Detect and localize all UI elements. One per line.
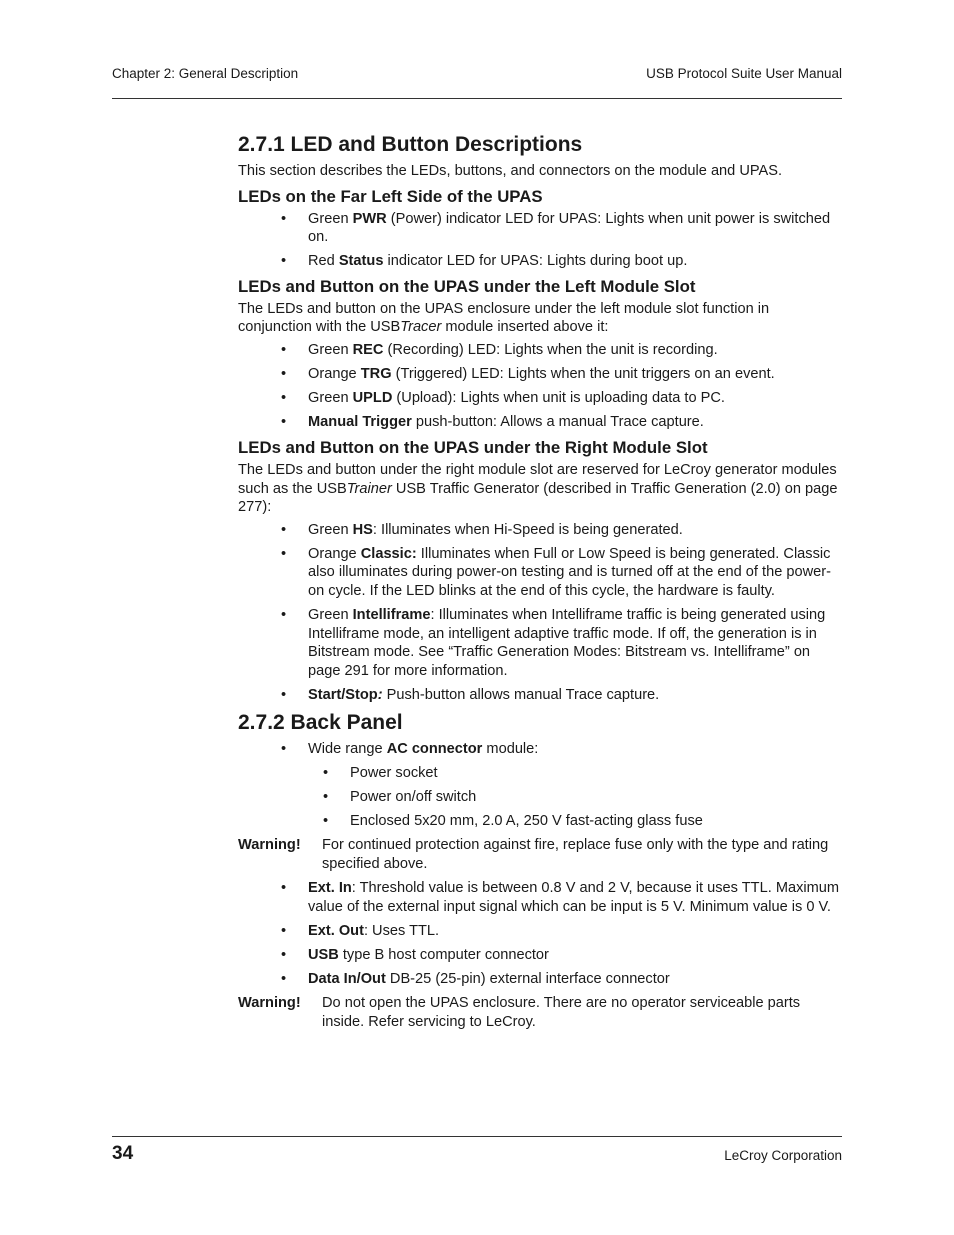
list-item: • Green HS: Illuminates when Hi-Speed is being generated. (238, 521, 844, 540)
list-item: • Green REC (Recording) LED: Lights when the unit is recording. (238, 341, 844, 360)
warning-label: Warning! (238, 995, 301, 1012)
back-panel-list (238, 740, 844, 831)
header-rule (112, 98, 842, 99)
subheading-left-module-slot: LEDs and Button on the UPAS under the Left Module Slot (238, 276, 696, 296)
warning-label: Warning! (238, 837, 301, 854)
list-item: • Red Status indicator LED for UPAS: Lights during boot up. (238, 252, 844, 271)
back-panel-connector-list (238, 879, 844, 988)
footer-company: LeCroy Corporation (724, 1148, 842, 1163)
subheading-right-module-slot: LEDs and Button on the UPAS under the Right Module Slot (238, 437, 708, 457)
subheading-far-left-leds: LEDs on the Far Left Side of the UPAS (238, 186, 543, 206)
list-item: • Green Intelliframe: Illuminates when Intelliframe traffic is being generated using Intelliframe mode, an intelligent adaptive traffic mode. If off, the generation is in Bitstream mode. See “Traffic Generation Modes: Bitstream vs. Intelliframe” on page 291 for more information. (238, 606, 844, 680)
page-number: 34 (112, 1143, 134, 1164)
list-item: • Wide range AC connector module: (238, 740, 844, 759)
list-item: • USB type B host computer connector (238, 946, 844, 965)
list-item: • Orange TRG (Triggered) LED: Lights when the unit triggers on an event. (238, 365, 844, 384)
section-title-2-7-1: 2.7.1 LED and Button Descriptions (238, 133, 583, 156)
running-header-chapter: Chapter 2: General Description (112, 66, 299, 81)
page-body (238, 132, 844, 1037)
section-title-2-7-2: 2.7.2 Back Panel (238, 711, 403, 735)
list-item: • Ext. Out: Uses TTL. (238, 922, 844, 941)
list-item: • Orange Classic: Illuminates when Full or Low Speed is being generated. Classic also illuminates during power-on testing and is turned off at the end of the power-on cycle. If the LED blinks at the end of this cycle, the hardware is faulty. (238, 545, 844, 601)
right-slot-paragraph: The LEDs and button under the right module slot are reserved for LeCroy generator modules such as the USBTrainer USB Traffic Generator (described in Traffic Generation (2.0) on page 277): (238, 461, 838, 516)
list-item: • Ext. In: Threshold value is between 0.8 V and 2 V, because it uses TTL. Maximum value of the external input signal which can be input is 5 V. Minimum value is 0 V. (238, 879, 844, 916)
right-slot-list (238, 521, 844, 705)
list-item: • Start/Stop: Push-button allows manual Trace capture. (238, 686, 844, 705)
list-item: • Green UPLD (Upload): Lights when unit is uploading data to PC. (238, 389, 844, 408)
warning-enclosure (238, 994, 844, 1031)
left-slot-list (238, 341, 844, 432)
sub-list-item: • Enclosed 5x20 mm, 2.0 A, 250 V fast-acting glass fuse (238, 812, 844, 831)
list-item: • Manual Trigger push-button: Allows a manual Trace capture. (238, 413, 844, 432)
list-item: • Green PWR (Power) indicator LED for UPAS: Lights when unit power is switched on. (238, 210, 844, 247)
warning-fuse (238, 836, 844, 873)
far-left-led-list (238, 210, 844, 271)
left-slot-paragraph: The LEDs and button on the UPAS enclosure under the left module slot function in conjunction with the USBTracer module inserted above it: (238, 300, 770, 336)
warning-text: Do not open the UPAS enclosure. There are no operator serviceable parts inside. Refer servicing to LeCroy. (322, 995, 801, 1030)
footer-rule (112, 1136, 842, 1137)
running-header-manual-title: USB Protocol Suite User Manual (646, 66, 842, 81)
sub-list-item: • Power on/off switch (238, 788, 844, 807)
section-intro: This section describes the LEDs, buttons, and connectors on the module and UPAS. (238, 163, 783, 179)
warning-text: For continued protection against fire, replace fuse only with the type and rating specified above. (322, 837, 829, 873)
list-item: • Data In/Out DB-25 (25-pin) external interface connector (238, 970, 844, 989)
sub-list-item: • Power socket (238, 764, 844, 783)
